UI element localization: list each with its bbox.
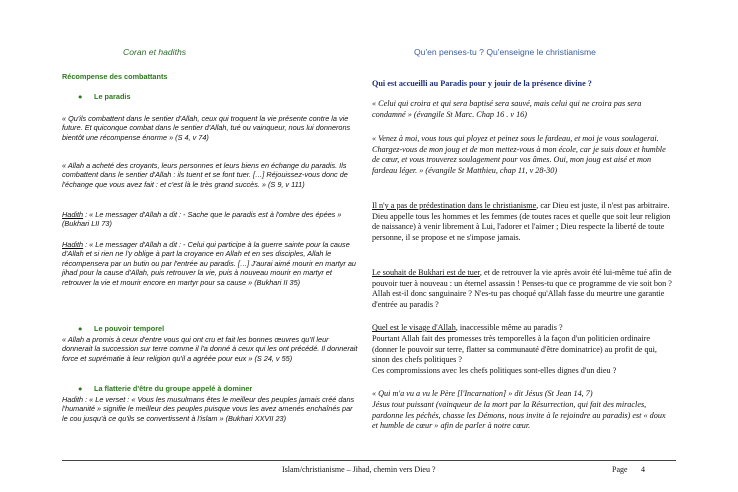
- paragraph-promesses: Pourtant Allah fait des promesses très temporelles à la façon d'un politicien ordinaire (donner le pouvoir sur terre, flatter sa communauté d'être dominatrice) au profit de qui, sinon des chefs politiques ?: [372, 334, 657, 365]
- left-column-header: Coran et hadiths: [123, 47, 187, 57]
- paragraph-predestination: [372, 201, 672, 243]
- page-label: Page: [612, 465, 628, 474]
- bullet-label: Le pouvoir temporel: [94, 324, 165, 333]
- bullet-dot-icon: ●: [78, 92, 83, 101]
- hadith-label: Hadith: [62, 210, 84, 219]
- question-paradis: Qui est accueilli au Paradis pour y jouir de la présence divine ?: [372, 79, 592, 88]
- page-number: 4: [641, 465, 645, 474]
- quote-marc: « Celui qui croira et qui sera baptisé sera sauvé, mais celui qui ne croira pas sera condamné » (évangile St Marc. Chap 16 . v 16): [372, 99, 642, 119]
- hadith-peuples: Hadith : « Le verset : « Vous les musulmans êtes le meilleur des peuples jamais créé dans l'humanité » signifie le meilleur des peuples puisque vous les avez amenés enchaînés par le cou jusqu'à ce qu'ils se convertissent à l'islam » (Bukhari XXVII 23): [62, 395, 355, 423]
- hadith-text: : « Le messager d'Allah a dit : - Sache que le paradis est à l'ombre des épées » (Bukhari LII 73): [62, 210, 342, 229]
- footer-divider: [62, 460, 676, 461]
- bullet-label: La flatterie d'être du groupe appelé à dominer: [94, 384, 253, 393]
- quran-quote-s24: « Allah a promis à ceux d'entre vous qui ont cru et fait les bonnes œuvres qu'Il leur donnerait la succession sur terre comme il l'a donné à ceux qui les ont précédé. Il donnerait force et suprématie à leur religion qu'il a agréée pour eux » (S 24, v 55): [62, 335, 358, 363]
- right-column-header: Qu'en penses-tu ? Qu'enseigne le christianisme: [414, 47, 596, 57]
- bullet-label: Le paradis: [94, 92, 131, 101]
- bullet-dot-icon: ●: [78, 324, 83, 333]
- hadith-label: Hadith: [62, 240, 84, 249]
- hadith-swords: [62, 210, 358, 229]
- hadith-text: : « Le messager d'Allah a dit : - Celui qui participe à la guerre sainte pour la cause d'Allah et si rien ne l'y oblige à part la croyance en Allah et en ses disciples, Allah le récompensera par un butin ou par l'entrée au paradis. […] J'aurai aimé mourir en martyr au jihad pour la cause d'Allah, puis retrouver la vie, puis à nouveau mourir en martyr et retrouver la vie et mourir encore en martyr pour sa cause » (Bukhari II 35): [62, 240, 356, 287]
- left-section-title: Récompense des combattants: [62, 72, 168, 81]
- paragraph-visage: [372, 323, 672, 334]
- quran-quote-s4: « Qu'ils combattent dans le sentier d'Allah, ceux qui troquent la vie présente contre la vie future. Et quiconque combat dans le sentier d'Allah, tué ou vainqueur, nous lui donnerons bientôt une récompense énorme » (S 4, v 74): [62, 114, 351, 142]
- underlined-phrase: Il n'y a pas de prédestination dans le christianisme: [372, 201, 537, 210]
- paragraph-jesus: Jésus tout puissant (vainqueur de la mort par la Résurrection, qui fait des miracles, pardonne les péchés, chasse les Démons, nous invite à le rejoindre au paradis) est « doux et humble de cœur » afin de parler à notre cœur.: [372, 400, 666, 431]
- paragraph-text: , car Dieu est juste, il n'est pas arbitraire. Dieu appelle tous les hommes et les femmes (de toutes races et quelle que soit leur religion de naissance) à venir librement à Lui, l'adorer et l'aimer ; Dieu respecte la liberté de toute personne, il se propose et ne s'impose jamais.: [372, 201, 671, 242]
- paragraph-text: , inaccessible même au paradis ?: [455, 323, 563, 332]
- paragraph-bukhari: [372, 268, 672, 310]
- hadith-martyr: [62, 240, 358, 287]
- quote-jean: « Qui m'a vu a vu le Père [l'Incarnation] » dit Jésus (St Jean 14, 7): [372, 389, 593, 398]
- paragraph-compromissions: Ces compromissions avec les chefs politiques sont-elles dignes d'un dieu ?: [372, 366, 617, 375]
- underlined-phrase: Le souhait de Bukhari est de tuer: [372, 268, 480, 277]
- quran-quote-s9: « Allah a acheté des croyants, leurs personnes et leurs biens en échange du paradis. Ils combattent dans le sentier d'Allah : ils tuent et se font tuer. […] Réjouissez-vous donc de l'échange que vous avez fait : et c'est là le très grand succès. » (S 9, v 111): [62, 161, 348, 189]
- footer-title: Islam/christianisme – Jihad, chemin vers Dieu ?: [282, 465, 436, 474]
- quote-matthieu: « Venez à moi, vous tous qui ployez et peinez sous le fardeau, et moi je vous soulagerai. Chargez-vous de mon joug et de mon mettez-vous à mon école, car je suis doux et humble de cœur, et vous trouverez soulagement pour vos âmes. Oui, mon joug est aisé et mon fardeau léger. » (évangile St Matthieu, chap 11, v 28-30): [372, 134, 666, 175]
- paragraph-text: , et de retrouver la vie après avoir été lui-même tué afin de pouvoir tuer à nouveau : un éternel assassin ! Penses-tu que ce programme de vie soit bon ? Allah est-il donc sanguinaire ? N'es-tu pas choqué qu'Allah fasse du meurtre une garantie d'entrée au paradis ?: [372, 268, 672, 309]
- bullet-dot-icon: ●: [78, 384, 83, 393]
- underlined-phrase: Quel est le visage d'Allah: [372, 323, 456, 332]
